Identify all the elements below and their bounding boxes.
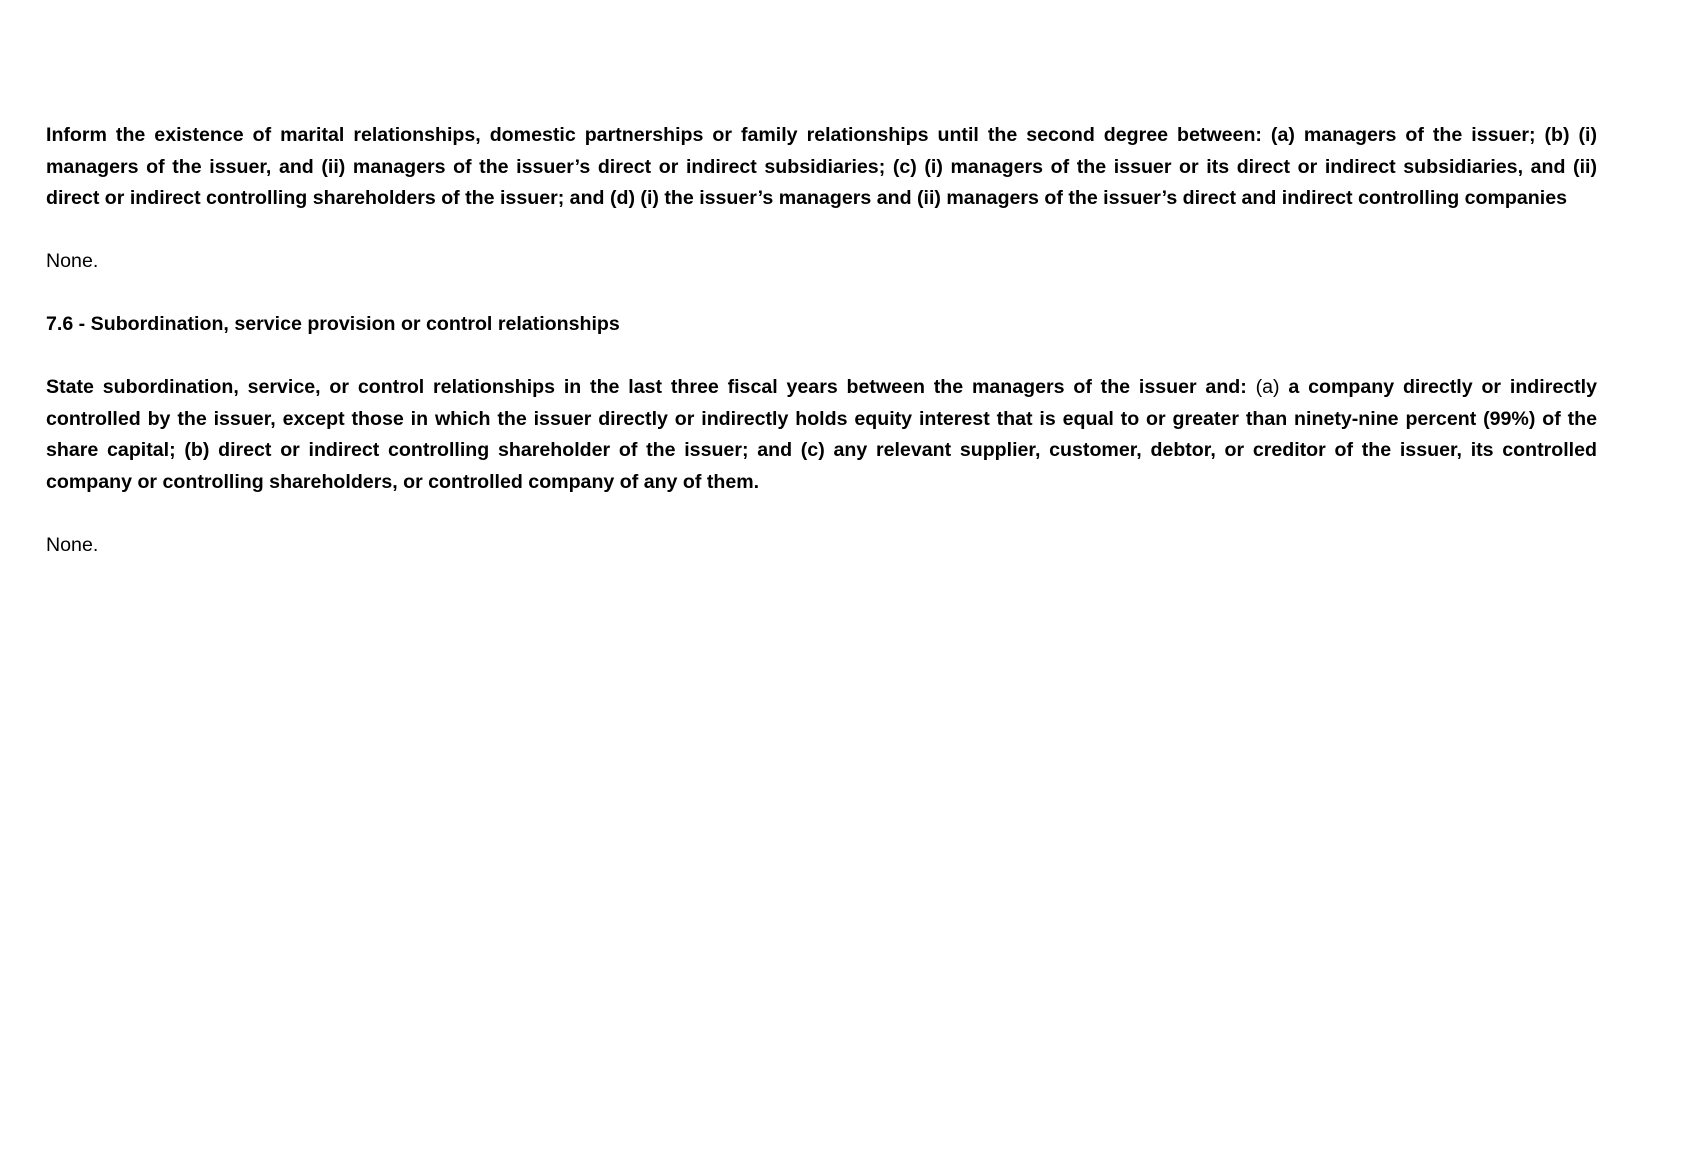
section-heading-7-6: 7.6 - Subordination, service provision or control relationships bbox=[46, 313, 620, 335]
paragraph-spacer bbox=[46, 498, 1597, 530]
question-paragraph-subordination bbox=[46, 372, 1597, 498]
paragraph-spacer bbox=[46, 341, 1597, 373]
question-paragraph-family-relationships: Inform the existence of marital relationships, domestic partnerships or family relationships until the second degree between: (a) managers of the issuer; (b) (i) managers of the issuer, and (ii) managers of the issuer’s direct or indirect subsidiaries; (c) (i) managers of the issuer or its direct or indirect subsidiaries, and (ii) direct or indirect controlling shareholders of the issuer; and (d) (i) the issuer’s managers and (ii) managers of the issuer’s direct and indirect controlling companies bbox=[46, 124, 1597, 209]
question-2-text-start: State subordination, service, or control relationships in the last three fiscal years between the managers of the issuer and: bbox=[46, 376, 1256, 398]
question-2-item-marker: (a) bbox=[1255, 376, 1280, 398]
paragraph-spacer bbox=[46, 215, 1597, 247]
document-page bbox=[46, 120, 1597, 561]
question-2-text-end: a company directly or indirectly controlled by the issuer, except those in which the issuer directly or indirectly holds equity interest that is equal to or greater than ninety-nine percent (99%) of the share capital; (b) direct or indirect controlling shareholder of the issuer; and (c) any relevant supplier, customer, debtor, or creditor of the issuer, its controlled company or controlling shareholders, or controlled company of any of them. bbox=[46, 376, 1597, 493]
answer-none-2: None. bbox=[46, 533, 99, 556]
paragraph-spacer bbox=[46, 278, 1597, 310]
answer-none-1: None. bbox=[46, 250, 99, 272]
